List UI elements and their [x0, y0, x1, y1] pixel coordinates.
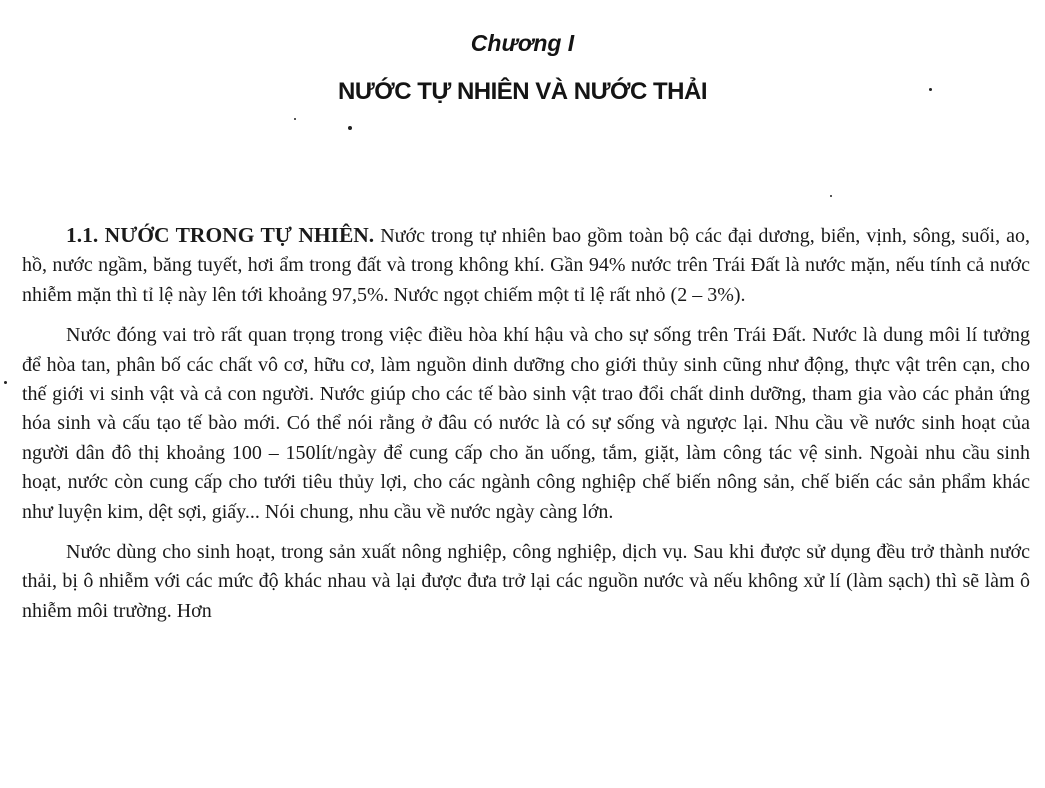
scan-speck	[348, 126, 352, 130]
body-text	[22, 221, 1030, 637]
paragraph-3: Nước dùng cho sinh hoạt, trong sản xuất nông nghiệp, công nghiệp, dịch vụ. Sau khi được sử dụng đều trở thành nước thải, bị ô nhiễm với các mức độ khác nhau và lại được đưa trở lại các nguồn nước và nếu không xử lí (làm sạch) thì sẽ làm ô nhiễm môi trường. Hơn	[22, 541, 1030, 622]
scan-speck	[830, 195, 832, 197]
paragraph-1	[22, 221, 1030, 310]
chapter-title: NƯỚC TỰ NHIÊN VÀ NƯỚC THẢI	[337, 78, 707, 105]
paragraph-2: Nước đóng vai trò rất quan trọng trong việc điều hòa khí hậu và cho sự sống trên Trái Đất. Nước là dung môi lí tưởng để hòa tan, phân bố các chất vô cơ, hữu cơ, làm nguồn dinh dưỡng cho giới thủy sinh cũng như động, thực vật trên cạn, cho thế giới vi sinh vật và cả con người. Nước giúp cho các tế bào sinh vật trao đổi chất dinh dưỡng, tham gia vào các phản ứng hóa sinh và cấu tạo tế bào mới. Có thể nói rằng ở đâu có nước là có sự sống và ngược lại. Nhu cầu về nước sinh hoạt của người dân đô thị khoảng 100 – 150lít/ngày để cung cấp cho ăn uống, tắm, giặt, làm công tác vệ sinh. Ngoài nhu cầu sinh hoạt, nước còn cung cấp cho tưới tiêu thủy lợi, cho các ngành công nghiệp chế biến nông sản, chế biến các sản phẩm khác như luyện kim, dệt sợi, giấy... Nói chung, nhu cầu về nước ngày càng lớn.	[22, 324, 1030, 523]
scan-speck	[294, 118, 296, 120]
scan-speck	[929, 88, 932, 91]
section-heading: 1.1. NƯỚC TRONG TỰ NHIÊN.	[66, 223, 375, 247]
scan-speck	[4, 381, 7, 384]
paragraph-1-text: Nước trong tự nhiên bao gồm toàn bộ các đại dương, biển, vịnh, sông, suối, ao, hồ, nước ngầm, băng tuyết, hơi ẩm trong đất và trong không khí. Gần 94% nước trên Trái Đất là nước mặn, nếu tính cả nước nhiễm mặn thì tỉ lệ này lên tới khoảng 97,5%. Nước ngọt chiếm một tỉ lệ rất nhỏ (2 – 3%).	[22, 225, 1030, 306]
chapter-label: Chương I	[470, 30, 575, 56]
